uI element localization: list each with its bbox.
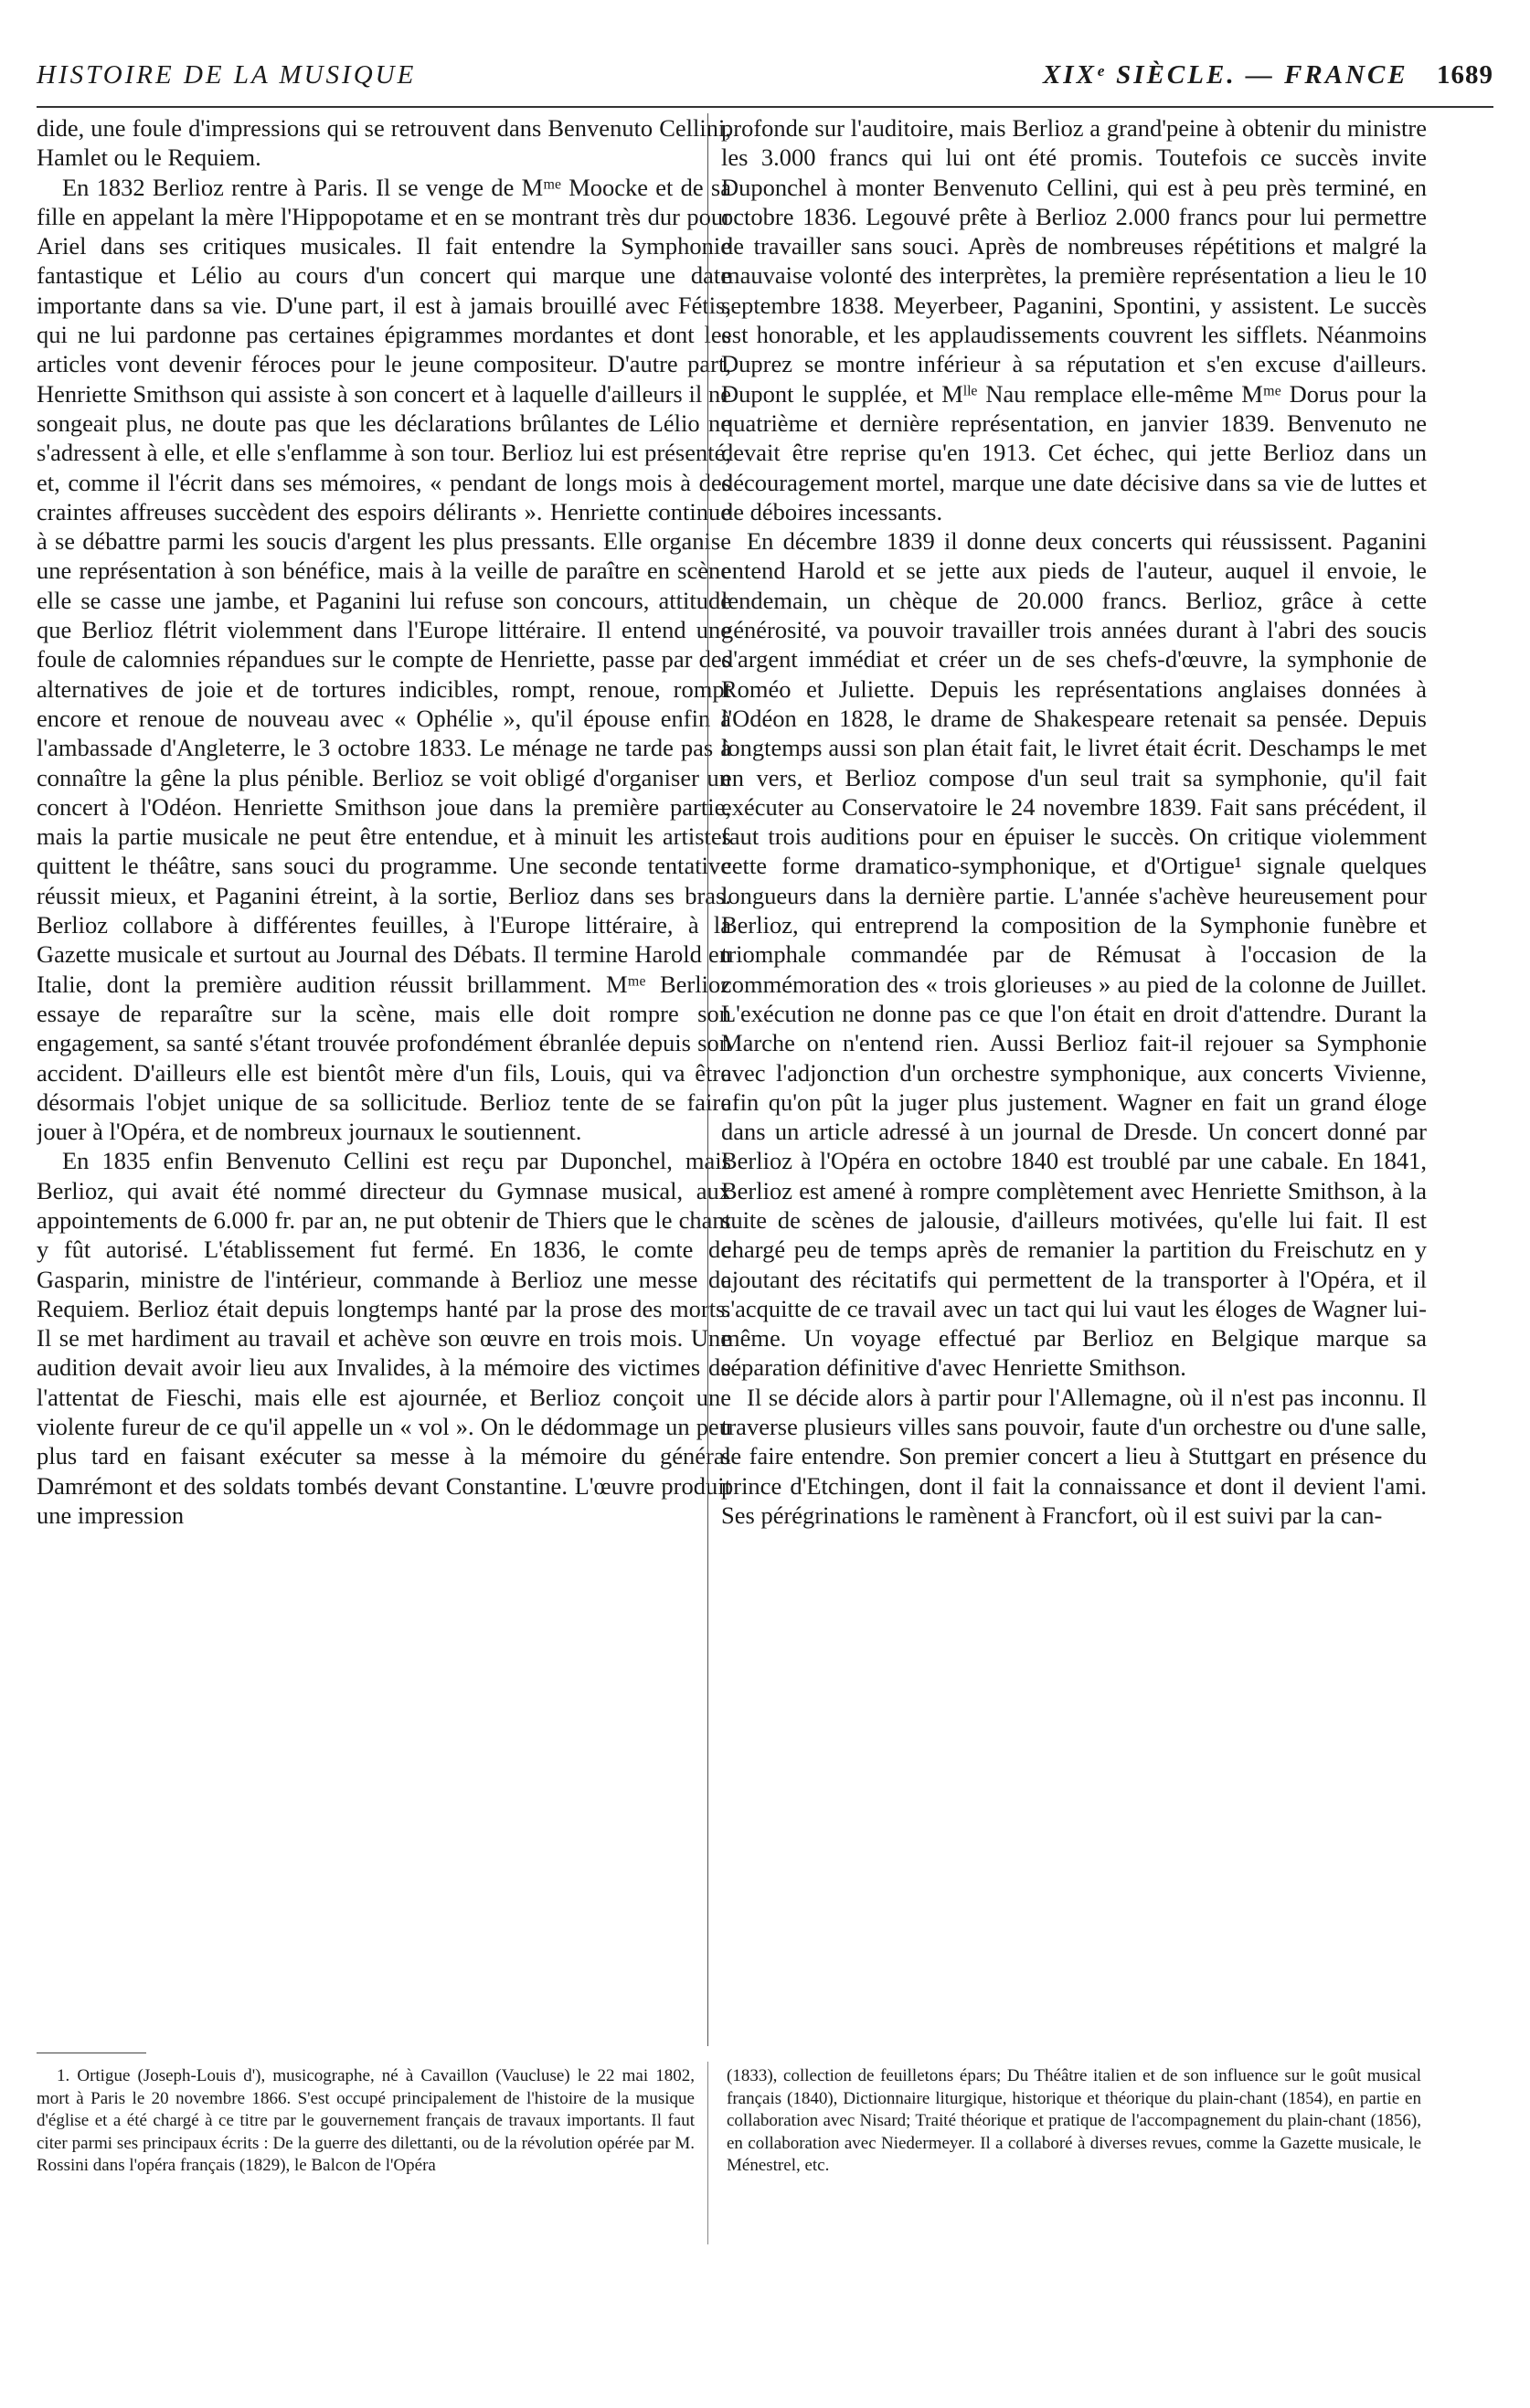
paragraph: dide, une foule d'impressions qui se retrouvent dans Benvenuto Cellini, Hamlet ou le Requiem. (37, 114, 731, 172)
footnote-left (37, 2065, 695, 2178)
running-head (37, 60, 1493, 101)
footnote-text: 1. Ortigue (Joseph-Louis d'), musicographe, né à Cavaillon (Vaucluse) le 22 mai 1802, mort à Paris le 20 novembre 1866. S'est occupé principalement de l'histoire de la musique d'église et a été chargé à ce titre par le gouvernement français de travaux importants. Il faut citer parmi ses principaux écrits : De la guerre des dilettanti, ou de la révolution opérée par M. Rossini dans l'opéra français (1829), le Balcon de l'Opéra (37, 2066, 695, 2175)
chapter-heading: XIXᵉ SIÈCLE. — FRANCE (1042, 60, 1408, 90)
book-title: HISTOIRE DE LA MUSIQUE (37, 60, 417, 90)
paragraph: En 1835 enfin Benvenuto Cellini est reçu par Duponchel, mais Berlioz, qui avait été nommé directeur du Gymnase musical, aux appointements de 6.000 fr. par an, ne put obtenir de Thiers que le chant y fût autorisé. L'établissement fut fermé. En 1836, le comte de Gasparin, ministre de l'intérieur, commande à Berlioz une messe de Requiem. Berlioz était depuis longtemps hanté par la prose des morts. Il se met hardiment au travail et achève son œuvre en trois mois. Une audition devait avoir lieu aux Invalides, à la mémoire des victimes de l'attentat de Fieschi, mais elle est ajournée, et Berlioz conçoit une violente fureur de ce qu'il appelle un « vol ». On le dédommage un peu plus tard en faisant exécuter sa messe à la mémoire du général Damrémont et des soldats tombés devant Constantine. L'œuvre produit une impression (37, 1147, 731, 1529)
right-column (721, 113, 1427, 2043)
paragraph: profonde sur l'auditoire, mais Berlioz a grand'peine à obtenir du ministre les 3.000 francs qui lui ont été promis. Toutefois ce succès invite Duponchel à monter Benvenuto Cellini, qui est à peu près terminé, en octobre 1836. Legouvé prête à Berlioz 2.000 francs pour lui permettre de travailler sans souci. Après de nombreuses répétitions et malgré la mauvaise volonté des interprètes, la première représentation a lieu le 10 septembre 1838. Meyerbeer, Paganini, Spontini, y assistent. Le succès est honorable, et les applaudissements couvrent les sifflets. Néanmoins Duprez se montre inférieur à sa réputation et s'en excuse d'ailleurs. Dupont le supplée, et Mˡˡᵉ Nau remplace elle-même Mᵐᵉ Dorus pour la quatrième et dernière représentation, en janvier 1839. Benvenuto ne devait être reprise qu'en 1913. Cet échec, qui jette Berlioz dans un découragement mortel, marque une date décisive dans sa vie de luttes et de déboires incessants. (721, 114, 1427, 525)
footnote-text: (1833), collection de feuilletons épars; Du Théâtre italien et de son influence sur le goût musical français (1840), Dictionnaire liturgique, historique et théorique du plain-chant (1854), en partie en collaboration avec Nisard; Traité théorique et pratique de l'accompagnement du plain-chant (1856), en collaboration avec Niedermeyer. Il a collaboré à diverses revues, comme la Gazette musicale, le Ménestrel, etc. (727, 2066, 1421, 2175)
footnote-divider (707, 2062, 708, 2244)
left-column (37, 113, 731, 2043)
footnote-right (727, 2065, 1421, 2178)
paragraph: Il se décide alors à partir pour l'Allemagne, où il n'est pas inconnu. Il traverse plusieurs villes sans pouvoir, faute d'un orchestre ou d'une salle, se faire entendre. Son premier concert a lieu à Stuttgart en présence du prince d'Etchingen, dont il fait la connaissance et dont il devient l'ami. Ses pérégrinations le ramènent à Francfort, où il est suivi par la can- (721, 1383, 1427, 1529)
paragraph: En 1832 Berlioz rentre à Paris. Il se venge de Mᵐᵉ Moocke et de sa fille en appelant la mère l'Hippopotame et en se montrant très dur pour Ariel dans ses critiques musicales. Il fait entendre la Symphonie fantastique et Lélio au cours d'un concert qui marque une date importante dans sa vie. D'une part, il est à jamais brouillé avec Fétis, qui ne lui pardonne pas certaines épigrammes mordantes et dont les articles vont devenir féroces pour le jeune compositeur. D'autre part, Henriette Smithson qui assiste à son concert et à laquelle d'ailleurs il ne songeait plus, ne doute pas que les déclarations brûlantes de Lélio ne s'adressent à elle, et elle s'enflamme à son tour. Berlioz lui est présenté, et, comme il l'écrit dans ses mémoires, « pendant de longs mois à des craintes affreuses succèdent des espoirs délirants ». Henriette continue à se débattre parmi les soucis d'argent les plus pressants. Elle organise une représentation à son bénéfice, mais à la veille de paraître en scène elle se casse une jambe, et Paganini lui refuse son concours, attitude que Berlioz flétrit violemment dans l'Europe littéraire. Il entend une foule de calomnies répandues sur le compte de Henriette, passe par des alternatives de joie et de tortures indicibles, rompt, renoue, rompt encore et renoue de nouveau avec « Ophélie », qu'il épouse enfin à l'ambassade d'Angleterre, le 3 octobre 1833. Le ménage ne tarde pas à connaître la gêne la plus pénible. Berlioz se voit obligé d'organiser un concert à l'Odéon. Henriette Smithson joue dans la première partie, mais la partie musicale ne peut être entendue, et à minuit les artistes quittent le théâtre, sans souci du programme. Une seconde tentative réussit mieux, et Paganini étreint, à la sortie, Berlioz dans ses bras. Berlioz collabore à différentes feuilles, à l'Europe littéraire, à la Gazette musicale et surtout au Journal des Débats. Il termine Harold en Italie, dont la première audition réussit brillamment. Mᵐᵉ Berlioz essaye de reparaître sur la scène, mais elle doit rompre son engagement, sa santé s'étant trouvée profondément ébranlée depuis son accident. D'ailleurs elle est bientôt mère d'un fils, Louis, qui va être désormais l'objet unique de sa sollicitude. Berlioz tente de se faire jouer à l'Opéra, et de nombreux journaux le soutiennent. (37, 173, 731, 1146)
header-rule (37, 106, 1493, 108)
paragraph: En décembre 1839 il donne deux concerts qui réussissent. Paganini entend Harold et se jette aux pieds de l'auteur, auquel il envoie, le lendemain, un chèque de 20.000 francs. Berlioz, grâce à cette générosité, va pouvoir travailler trois années durant à l'abri des soucis d'argent immédiat et créer un de ses chefs-d'œuvre, la symphonie de Roméo et Juliette. Depuis les représentations anglaises données à l'Odéon en 1828, le drame de Shakespeare retenait sa pensée. Depuis longtemps aussi son plan était fait, le livret était écrit. Deschamps le met en vers, et Berlioz compose d'un seul trait sa symphonie, qu'il fait exécuter au Conservatoire le 24 novembre 1839. Fait sans précédent, il faut trois auditions pour en épuiser le succès. On critique violemment cette forme dramatico-symphonique, et d'Ortigue¹ signale quelques longueurs dans la dernière partie. L'année s'achève heureusement pour Berlioz, qui entreprend la composition de la Symphonie funèbre et triomphale commandée par de Rémusat à l'occasion de la commémoration des « trois glorieuses » au pied de la colonne de Juillet. L'exécution ne donne pas ce que l'on était en droit d'attendre. Durant la Marche on n'entend rien. Aussi Berlioz fait-il rejouer sa Symphonie avec l'adjonction d'un orchestre symphonique, aux concerts Vivienne, afin qu'on pût la juger plus justement. Wagner en fait un grand éloge dans un article adressé à un journal de Dresde. Un concert donné par Berlioz à l'Opéra en octobre 1840 est troublé par une cabale. En 1841, Berlioz est amené à rompre complètement avec Henriette Smithson, à la suite de scènes de jalousie, d'ailleurs motivées, qu'elle lui fait. Il est chargé peu de temps après de remanier la partition du Freischutz en y ajoutant des récitatifs qui permettent de la transporter à l'Opéra, et il s'acquitte de ce travail avec un tact qui lui vaut les éloges de Wagner lui-même. Un voyage effectué par Berlioz en Belgique marque sa séparation définitive d'avec Henriette Smithson. (721, 527, 1427, 1382)
page-number: 1689 (1437, 60, 1493, 90)
section-title (1043, 60, 1493, 90)
column-divider (707, 113, 708, 2046)
